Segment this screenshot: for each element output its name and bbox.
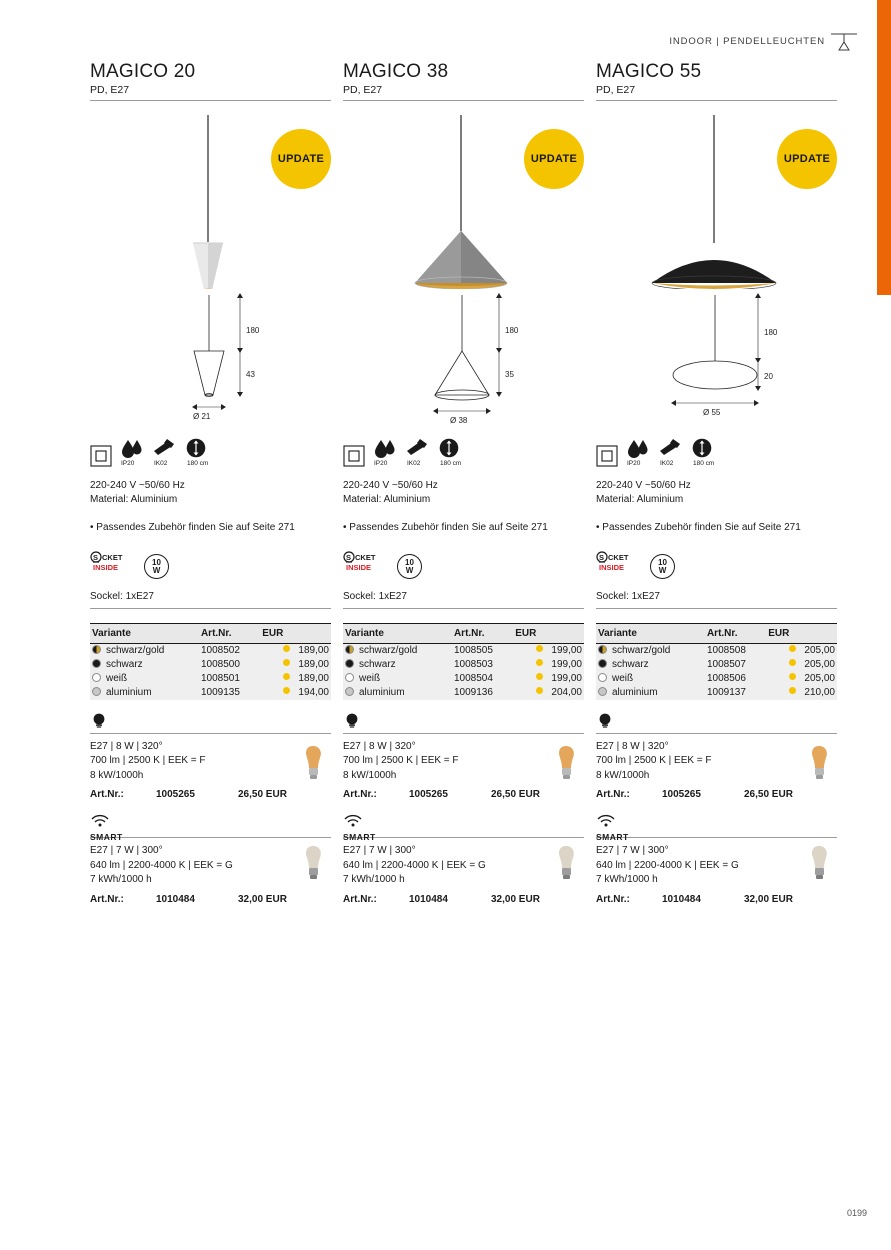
wifi-icon — [596, 812, 616, 827]
socket-inside-icon — [596, 549, 640, 584]
swatch-black-gold — [598, 645, 607, 654]
variant-price: 189,00 — [298, 659, 329, 671]
dimension-drawing — [90, 289, 331, 429]
page-title: MAGICO 20 — [90, 61, 196, 82]
smart-label: SMART — [90, 832, 123, 843]
price-dot — [283, 659, 290, 666]
variants-table — [596, 623, 837, 700]
socket-type: Sockel: 1xE27 — [90, 591, 331, 609]
socket-inside-icon — [343, 549, 387, 584]
table-header-row — [596, 623, 837, 643]
table-header-row — [90, 623, 331, 643]
art-number: 1010484 — [409, 893, 448, 905]
bulb-icon — [596, 712, 614, 730]
col-art: Art.Nr. — [705, 623, 766, 643]
table-header-row — [343, 623, 584, 643]
bulb-line-3: 8 kW/1000h — [343, 769, 397, 781]
svg-text:INSIDE: INSIDE — [93, 563, 119, 573]
bulb-smart-section — [343, 812, 584, 905]
product-photo — [90, 107, 331, 289]
table-row[interactable] — [90, 686, 331, 700]
price-dot — [536, 673, 543, 680]
art-price: 26,50 EUR — [744, 789, 793, 801]
svg-text:180: 180 — [246, 325, 260, 335]
price-dot — [536, 645, 543, 652]
watt-value: 10 — [658, 558, 667, 568]
bulb-standard-order — [343, 789, 584, 800]
class-2-icon — [90, 445, 112, 467]
variant-price: 189,00 — [298, 673, 329, 685]
adjustable-height-icon — [691, 437, 721, 467]
price-dot — [536, 659, 543, 666]
svg-text:S: S — [346, 553, 352, 563]
bulb-line-2: 700 lm | 2500 K | EEK = F — [90, 755, 206, 767]
page-number: 0199 — [846, 1208, 867, 1218]
variant-price: 204,00 — [551, 687, 582, 699]
svg-text:20: 20 — [764, 371, 773, 381]
update-badge: UPDATE — [524, 129, 584, 189]
socket-inside-icon — [90, 549, 134, 584]
ik02-impact-icon — [658, 437, 684, 467]
ik02-impact-icon — [405, 437, 431, 467]
col-eur: EUR — [513, 623, 584, 643]
ip20-icon — [119, 437, 145, 467]
bulb-smart-specs — [596, 844, 837, 888]
swatch-black-gold — [92, 645, 101, 654]
variant-art: 1008500 — [199, 658, 260, 672]
svg-text:IK02: IK02 — [660, 459, 674, 467]
svg-text:INSIDE: INSIDE — [346, 563, 372, 573]
bulb-line-2: 700 lm | 2500 K | EEK = F — [596, 755, 712, 767]
technical-specs — [343, 479, 584, 508]
swatch-aluminium — [345, 687, 354, 696]
bulb-line-1: E27 | 8 W | 320° — [596, 740, 669, 752]
col-variant: Variante — [343, 623, 452, 643]
bulb-standard-section — [90, 712, 331, 801]
wattage-badge — [650, 554, 675, 579]
variant-price: 199,00 — [551, 673, 582, 685]
product-column-magico-20 — [90, 62, 331, 905]
smart-brand-row — [343, 812, 584, 843]
class-2-icon — [343, 445, 365, 467]
svg-text:S: S — [93, 553, 99, 563]
svg-text:CKET: CKET — [102, 553, 123, 563]
price-dot — [789, 659, 796, 666]
variant-price: 189,00 — [298, 645, 329, 657]
variant-price: 205,00 — [804, 645, 835, 657]
price-dot — [789, 687, 796, 694]
smart-line-1: E27 | 7 W | 300° — [596, 845, 669, 857]
swatch-white — [345, 673, 354, 682]
smart-line-3: 7 kWh/1000 h — [596, 874, 658, 886]
wattage-badge — [397, 554, 422, 579]
bulb-photo-standard — [299, 742, 329, 789]
smart-label: SMART — [343, 832, 376, 843]
price-dot — [536, 687, 543, 694]
art-price: 32,00 EUR — [238, 893, 287, 905]
variant-color: aluminium — [359, 687, 405, 699]
feature-icon-row — [596, 433, 837, 467]
art-price: 26,50 EUR — [491, 789, 540, 801]
variant-price: 205,00 — [804, 659, 835, 671]
product-subtitle: PD, E27 — [596, 84, 837, 101]
variant-color: weiß — [359, 673, 381, 685]
art-number: 1005265 — [409, 789, 448, 801]
smart-line-1: E27 | 7 W | 300° — [343, 845, 416, 857]
update-badge: UPDATE — [777, 129, 837, 189]
table-row[interactable] — [90, 658, 331, 672]
svg-text:IP20: IP20 — [374, 459, 388, 467]
variant-art: 1008504 — [452, 672, 513, 686]
art-label: Art.Nr.: — [596, 789, 630, 801]
page-title: MAGICO 38 — [343, 61, 449, 82]
col-variant: Variante — [90, 623, 199, 643]
variant-color: aluminium — [612, 687, 658, 699]
dimension-drawing — [343, 289, 584, 429]
material-spec: Material: Aluminium — [90, 494, 178, 506]
bulb-icon-row — [596, 712, 837, 734]
art-number: 1005265 — [662, 789, 701, 801]
variant-art: 1009135 — [199, 686, 260, 700]
svg-text:180 cm: 180 cm — [187, 459, 209, 467]
price-dot — [789, 645, 796, 652]
bulb-icon-row — [90, 712, 331, 734]
variant-price: 205,00 — [804, 673, 835, 685]
class-2-icon — [596, 445, 618, 467]
bulb-standard-specs — [596, 740, 837, 784]
bulb-standard-section — [596, 712, 837, 801]
svg-text:Ø 21: Ø 21 — [193, 411, 211, 421]
variant-price: 210,00 — [804, 687, 835, 699]
col-art: Art.Nr. — [452, 623, 513, 643]
technical-specs — [90, 479, 331, 508]
bulb-smart-order — [90, 894, 331, 905]
art-price: 26,50 EUR — [238, 789, 287, 801]
col-eur: EUR — [260, 623, 331, 643]
table-row[interactable] — [596, 643, 837, 658]
voltage-spec: 220-240 V ~50/60 Hz — [596, 479, 691, 491]
feature-icon-row — [90, 433, 331, 467]
svg-text:IK02: IK02 — [154, 459, 168, 467]
ip20-icon — [625, 437, 651, 467]
product-subtitle: PD, E27 — [343, 84, 584, 101]
variant-color: aluminium — [106, 687, 152, 699]
table-row[interactable] — [90, 672, 331, 686]
watt-unit: W — [405, 565, 414, 575]
col-art: Art.Nr. — [199, 623, 260, 643]
watt-value: 10 — [152, 558, 161, 568]
socket-type: Sockel: 1xE27 — [596, 591, 837, 609]
variant-art: 1008503 — [452, 658, 513, 672]
table-row[interactable] — [343, 658, 584, 672]
price-dot — [789, 673, 796, 680]
table-row[interactable] — [343, 643, 584, 658]
material-spec: Material: Aluminium — [596, 494, 684, 506]
bulb-icon-row — [343, 712, 584, 734]
adjustable-height-icon — [438, 437, 468, 467]
bulb-photo-smart — [805, 842, 835, 889]
art-label: Art.Nr.: — [90, 789, 124, 801]
art-label: Art.Nr.: — [90, 893, 124, 905]
accessory-note: • Passendes Zubehör finden Sie auf Seite 271 — [596, 521, 801, 533]
bulb-standard-order — [90, 789, 331, 800]
voltage-spec: 220-240 V ~50/60 Hz — [90, 479, 185, 491]
variant-price: 199,00 — [551, 659, 582, 671]
variant-art: 1008501 — [199, 672, 260, 686]
variant-art: 1008506 — [705, 672, 766, 686]
svg-text:IK02: IK02 — [407, 459, 421, 467]
smart-line-2: 640 lm | 2200-4000 K | EEK = G — [90, 859, 233, 871]
wifi-icon — [343, 812, 363, 827]
accessory-note: • Passendes Zubehör finden Sie auf Seite 271 — [343, 521, 548, 533]
watt-unit: W — [658, 565, 667, 575]
smart-line-2: 640 lm | 2200-4000 K | EEK = G — [596, 859, 739, 871]
bulb-line-3: 8 kW/1000h — [596, 769, 650, 781]
svg-text:Ø 38: Ø 38 — [450, 415, 468, 425]
variant-art: 1008508 — [705, 643, 766, 658]
bulb-smart-specs — [90, 844, 331, 888]
socket-type: Sockel: 1xE27 — [343, 591, 584, 609]
smart-brand-row — [90, 812, 331, 843]
adjustable-height-icon — [185, 437, 215, 467]
svg-text:S: S — [599, 553, 605, 563]
svg-text:180: 180 — [764, 327, 778, 337]
bulb-photo-smart — [299, 842, 329, 889]
art-label: Art.Nr.: — [343, 893, 377, 905]
table-row[interactable] — [343, 686, 584, 700]
price-dot — [283, 687, 290, 694]
variant-color: schwarz/gold — [612, 645, 671, 657]
variant-color: schwarz — [359, 659, 396, 671]
product-columns — [90, 62, 838, 905]
svg-text:INSIDE: INSIDE — [599, 563, 625, 573]
wifi-icon — [90, 812, 110, 827]
product-photo — [343, 107, 584, 289]
variants-table — [90, 623, 331, 700]
table-row[interactable] — [596, 686, 837, 700]
svg-text:43: 43 — [246, 369, 255, 379]
ik02-impact-icon — [152, 437, 178, 467]
variant-art: 1008507 — [705, 658, 766, 672]
swatch-white — [598, 673, 607, 682]
variant-price: 194,00 — [298, 687, 329, 699]
smart-line-2: 640 lm | 2200-4000 K | EEK = G — [343, 859, 486, 871]
page-edge-accent-bar — [877, 0, 891, 295]
art-number: 1005265 — [156, 789, 195, 801]
bulb-icon — [90, 712, 108, 730]
breadcrumb: INDOOR | PENDELLEUCHTEN — [669, 36, 825, 47]
variants-table — [343, 623, 584, 700]
smart-brand-row — [596, 812, 837, 843]
art-price: 32,00 EUR — [491, 893, 540, 905]
socket-inside-block — [596, 551, 837, 583]
bulb-smart-specs — [343, 844, 584, 888]
update-badge: UPDATE — [271, 129, 331, 189]
variant-color: schwarz/gold — [106, 645, 165, 657]
svg-text:IP20: IP20 — [121, 459, 135, 467]
art-label: Art.Nr.: — [596, 893, 630, 905]
smart-line-1: E27 | 7 W | 300° — [90, 845, 163, 857]
table-row[interactable] — [343, 672, 584, 686]
art-price: 32,00 EUR — [744, 893, 793, 905]
bulb-standard-specs — [343, 740, 584, 784]
wattage-badge — [144, 554, 169, 579]
swatch-aluminium — [598, 687, 607, 696]
variant-color: schwarz/gold — [359, 645, 418, 657]
bulb-smart-section — [90, 812, 331, 905]
bulb-standard-order — [596, 789, 837, 800]
product-subtitle: PD, E27 — [90, 84, 331, 101]
variant-color: schwarz — [106, 659, 143, 671]
price-dot — [283, 673, 290, 680]
swatch-black-gold — [345, 645, 354, 654]
swatch-black — [345, 659, 354, 668]
bulb-smart-order — [596, 894, 837, 905]
art-number: 1010484 — [156, 893, 195, 905]
product-column-magico-38 — [343, 62, 584, 905]
svg-text:35: 35 — [505, 369, 514, 379]
svg-text:Ø 55: Ø 55 — [703, 407, 721, 417]
page-title: MAGICO 55 — [596, 61, 702, 82]
svg-text:CKET: CKET — [355, 553, 376, 563]
swatch-aluminium — [92, 687, 101, 696]
bulb-photo-smart — [552, 842, 582, 889]
smart-line-3: 7 kWh/1000 h — [343, 874, 405, 886]
swatch-white — [92, 673, 101, 682]
art-number: 1010484 — [662, 893, 701, 905]
feature-icon-row — [343, 433, 584, 467]
table-row[interactable] — [90, 643, 331, 658]
pendant-lamp-icon — [827, 28, 861, 58]
svg-text:CKET: CKET — [608, 553, 629, 563]
bulb-smart-section — [596, 812, 837, 905]
art-label: Art.Nr.: — [343, 789, 377, 801]
col-variant: Variante — [596, 623, 705, 643]
table-row[interactable] — [596, 658, 837, 672]
variant-art: 1009136 — [452, 686, 513, 700]
bulb-line-1: E27 | 8 W | 320° — [343, 740, 416, 752]
bulb-smart-order — [343, 894, 584, 905]
variant-price: 199,00 — [551, 645, 582, 657]
bulb-line-2: 700 lm | 2500 K | EEK = F — [343, 755, 459, 767]
bulb-photo-standard — [552, 742, 582, 789]
col-eur: EUR — [766, 623, 837, 643]
variant-color: weiß — [612, 673, 634, 685]
variant-color: schwarz — [612, 659, 649, 671]
socket-inside-block — [90, 551, 331, 583]
bulb-standard-section — [343, 712, 584, 801]
swatch-black — [598, 659, 607, 668]
variant-color: weiß — [106, 673, 128, 685]
variant-art: 1008502 — [199, 643, 260, 658]
bulb-icon — [343, 712, 361, 730]
variant-art: 1009137 — [705, 686, 766, 700]
svg-text:180 cm: 180 cm — [440, 459, 462, 467]
bulb-line-3: 8 kW/1000h — [90, 769, 144, 781]
svg-text:180: 180 — [505, 325, 519, 335]
watt-value: 10 — [405, 558, 414, 568]
variant-art: 1008505 — [452, 643, 513, 658]
product-column-magico-55 — [596, 62, 837, 905]
svg-text:IP20: IP20 — [627, 459, 641, 467]
technical-specs — [596, 479, 837, 508]
socket-inside-block — [343, 551, 584, 583]
bulb-photo-standard — [805, 742, 835, 789]
watt-unit: W — [152, 565, 161, 575]
bulb-line-1: E27 | 8 W | 320° — [90, 740, 163, 752]
smart-line-3: 7 kWh/1000 h — [90, 874, 152, 886]
dimension-drawing — [596, 289, 837, 429]
product-photo — [596, 107, 837, 289]
swatch-black — [92, 659, 101, 668]
ip20-icon — [372, 437, 398, 467]
material-spec: Material: Aluminium — [343, 494, 431, 506]
voltage-spec: 220-240 V ~50/60 Hz — [343, 479, 438, 491]
accessory-note: • Passendes Zubehör finden Sie auf Seite 271 — [90, 521, 295, 533]
price-dot — [283, 645, 290, 652]
bulb-standard-specs — [90, 740, 331, 784]
svg-text:180 cm: 180 cm — [693, 459, 715, 467]
smart-label: SMART — [596, 832, 629, 843]
table-row[interactable] — [596, 672, 837, 686]
